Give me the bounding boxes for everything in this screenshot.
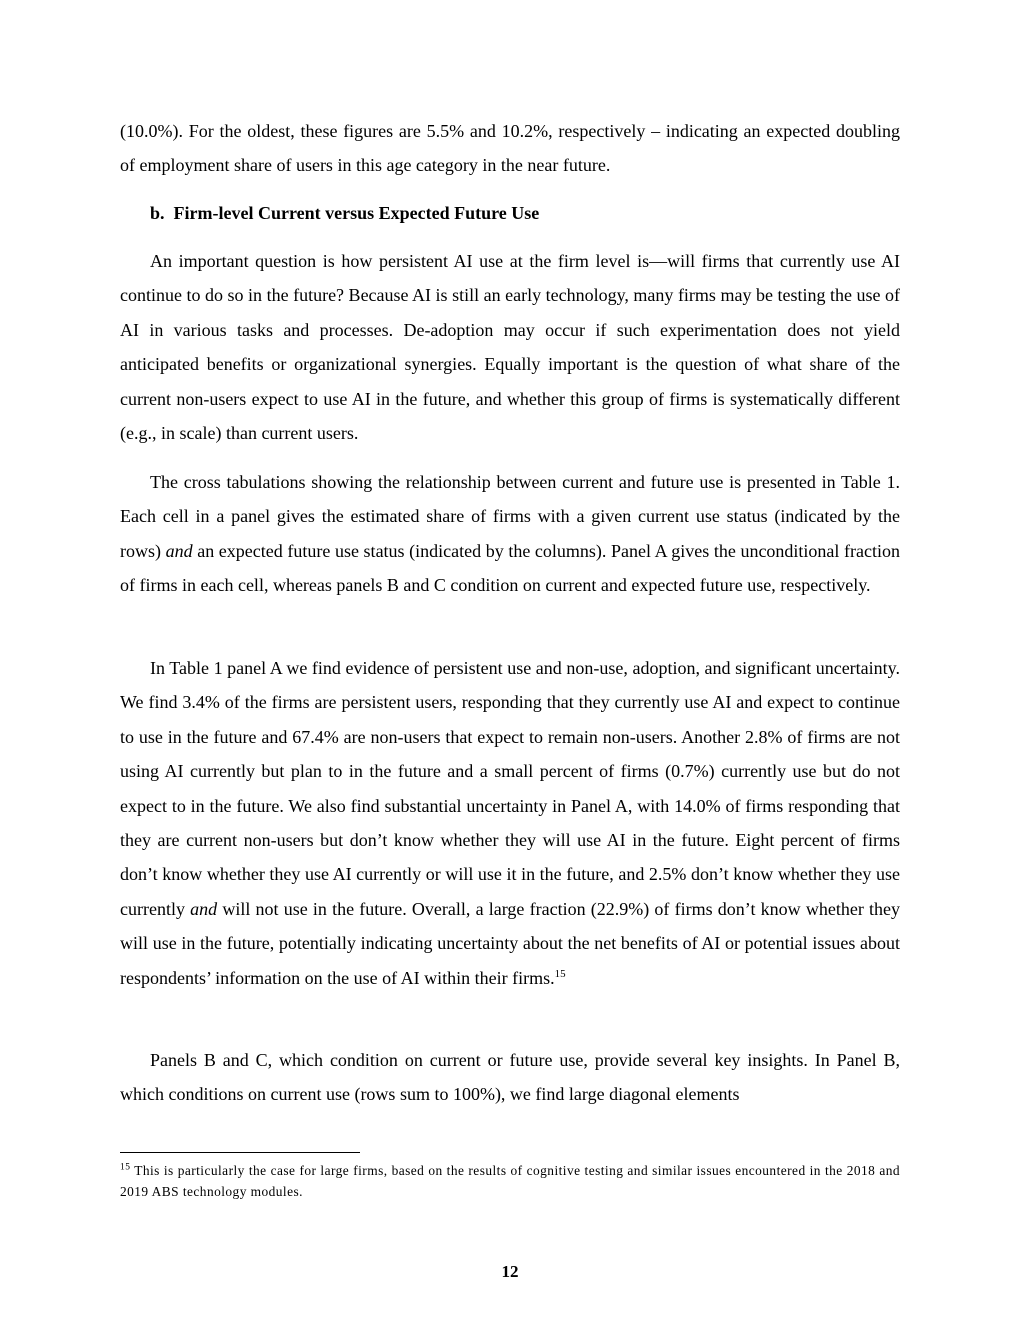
page-number: 12: [501, 1262, 519, 1281]
footnote: [120, 1160, 900, 1202]
paragraph-4-text-before: In Table 1 panel A we find evidence of persistent use and non-use, adoption, and significant uncertainty. We find 3.4% of the firms are persistent users, responding that they currently use AI and expect to continue to use in the future and 67.4% are non-users that expect to remain non-users. Another 2.8% of firms are not using AI currently but plan to in the future and a small percent of firms (0.7%) currently use but do not expect to in the future. We also find substantial uncertainty in Panel A, with 14.0% of firms responding that they are current non-users but don’t know whether they will use AI in the future. Eight percent of firms don’t know whether they use AI currently or will use it in the future, and 2.5% don’t know whether they use currently: [120, 658, 900, 919]
footnote-text: This is particularly the case for large firms, based on the results of cognitive testing and similar issues encountered in the 2018 and 2019 ABS technology modules.: [120, 1163, 900, 1199]
paragraph-1-text: (10.0%). For the oldest, these figures are 5.5% and 10.2%, respectively – indicating an expected doubling of employment share of users in this age category in the near future.: [120, 121, 900, 176]
footnote-divider: [120, 1152, 360, 1153]
paragraph-3-text-before: The cross tabulations showing the relationship between current and future use is presented in Table 1. Each cell in a panel gives the estimated share of firms with a given current use status (indicated by the rows): [120, 472, 900, 561]
paragraph-cross-tab: [120, 465, 900, 603]
paragraph-3-italic: and: [165, 540, 193, 561]
paragraph-panel-a-block: [120, 651, 900, 995]
paragraph-5-text: Panels B and C, which condition on current or future use, provide several key insights. In Panel B, which conditions on current use (rows sum to 100%), we find large diagonal elements: [120, 1050, 900, 1105]
paragraph-4-text-after: will not use in the future. Overall, a large fraction (22.9%) of firms don’t know whether they will use in the future, potentially indicating uncertainty about the net benefits of AI or potential issues about respondents’ information on the use of AI within their firms.: [120, 898, 900, 988]
paragraph-persistence: [120, 244, 900, 450]
paragraph-2-text: An important question is how persistent AI use at the firm level is—will firms that currently use AI continue to do so in the future? Because AI is still an early technology, many firms may be testing the use of AI in various tasks and processes. De-adoption may occur if such experimentation does not yield anticipated benefits or organizational synergies. Equally important is the question of what share of the current non-users expect to use AI in the future, and whether this group of firms is systematically different (e.g., in scale) than current users.: [120, 251, 900, 444]
section-heading-line: [150, 196, 900, 230]
body-text-top: [120, 114, 900, 183]
paragraph-persistence-block: [120, 244, 900, 450]
paragraph-cross-tab-block: [120, 465, 900, 603]
paragraph-panels-bc-block: [120, 1043, 900, 1112]
section-heading-title: Firm-level Current versus Expected Future Use: [173, 203, 540, 223]
footnote-reference[interactable]: 15: [554, 967, 566, 980]
footnote-number: 15: [120, 1162, 131, 1173]
paragraph-4-italic: and: [190, 898, 218, 919]
paragraph-continuation: [120, 114, 900, 183]
section-heading-label: b.: [150, 203, 165, 223]
paragraph-panel-a: [120, 651, 900, 995]
section-heading: [120, 196, 900, 230]
paragraph-3-text-after: an expected future use status (indicated by the columns). Panel A gives the unconditional fraction of firms in each cell, whereas panels B and C condition on current and expected future use, respectively.: [120, 540, 900, 596]
paragraph-panels-bc: [120, 1043, 900, 1112]
